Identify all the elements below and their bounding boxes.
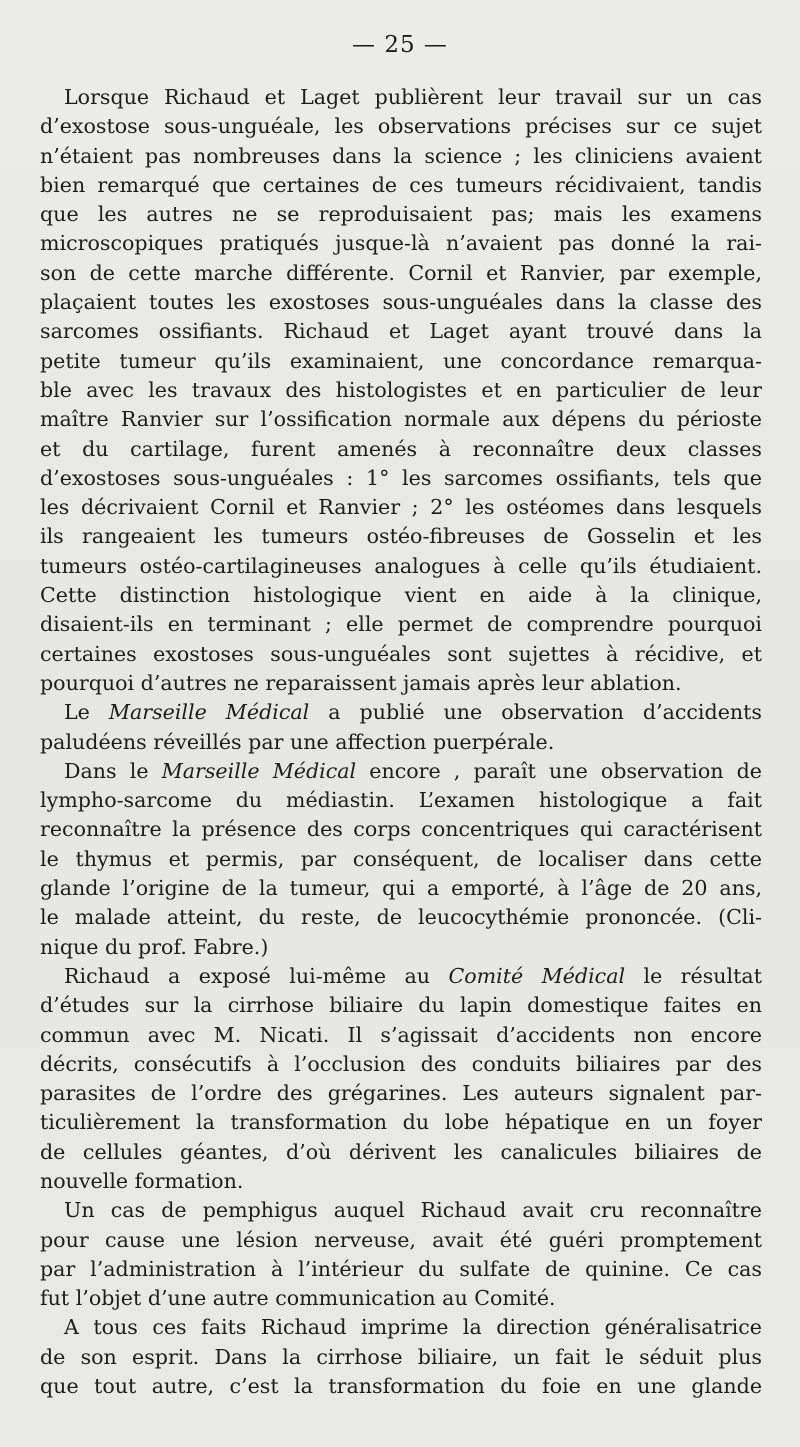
paragraph (40, 1313, 762, 1401)
text-line: certaines exostoses sous-unguéales sont sujettes à récidive, et (40, 641, 762, 666)
text-run: Le (64, 700, 109, 725)
text-line: tumeurs ostéo-cartilagineuses analogues à celle qu’ils étudiaient. (40, 553, 762, 578)
text-line: décrits, consécutifs à l’occlusion des conduits biliaires par des (40, 1051, 762, 1076)
text-line: reconnaître la présence des corps concentriques qui caractérisent (40, 817, 762, 842)
page-number: — 25 — (352, 32, 448, 58)
text-line: bien remarqué que certaines de ces tumeurs récidivaient, tandis (40, 172, 762, 197)
text-line: maître Ranvier sur l’ossification normale aux dépens du périoste (40, 407, 762, 432)
text-line: Un cas de pemphigus auquel Richaud avait cru reconnaître (64, 1198, 762, 1223)
text-line (40, 757, 762, 786)
text-line: ble avec les travaux des histologistes et en particulier de leur (40, 377, 762, 402)
text-line: que tout autre, c’est la transformation du foie en une glande (40, 1374, 762, 1399)
journal-title: Marseille Médical (108, 700, 310, 725)
text-line: et du cartilage, furent amenés à reconnaître deux classes (40, 436, 762, 461)
paragraph (40, 1196, 762, 1313)
body-text (40, 83, 762, 1401)
text-line: les décrivaient Cornil et Ranvier ; 2° les ostéomes dans lesquels (40, 495, 762, 520)
text-line: parasites de l’ordre des grégarines. Les auteurs signalent par- (40, 1081, 762, 1106)
text-line: le malade atteint, du reste, de leucocythémie prononcée. (Cli- (40, 905, 762, 930)
text-run: le résultat (625, 963, 762, 988)
text-line: pour cause une lésion nerveuse, avait été guéri promptement (40, 1227, 762, 1252)
text-run: encore , paraît une observation de (356, 758, 762, 783)
text-line: Lorsque Richaud et Laget publièrent leur travail sur un cas (64, 85, 762, 109)
text-run: Dans le (64, 758, 162, 783)
text-line: d’exostose sous-unguéale, les observations précises sur ce sujet (40, 114, 762, 139)
text-line: paludéens réveillés par une affection puerpérale. (40, 729, 555, 754)
text-line: petite tumeur qu’ils examinaient, une concordance remarqua- (40, 348, 762, 373)
committee-name: Comité Médical (448, 963, 626, 988)
paragraph (40, 962, 762, 1196)
text-line: fut l’objet d’une autre communication au Comité. (40, 1286, 556, 1311)
text-line: le thymus et permis, par conséquent, de localiser dans cette (40, 846, 762, 871)
text-line: ils rangeaient les tumeurs ostéo-fibreuses de Gosselin et les (40, 524, 762, 549)
paragraph (40, 698, 762, 757)
text-line: d’études sur la cirrhose biliaire du lapin domestique faites en (40, 993, 762, 1018)
text-line: sarcomes ossifiants. Richaud et Laget ayant trouvé dans la (40, 319, 762, 344)
text-line: nouvelle formation. (40, 1168, 244, 1193)
text-line: lympho-sarcome du médiastin. L’examen histologique a fait (40, 788, 762, 813)
text-run: Richaud a exposé lui-même au (64, 963, 449, 988)
journal-title: Marseille Médical (161, 758, 357, 783)
text-line: que les autres ne se reproduisaient pas; mais les examens (40, 202, 762, 227)
text-line: nique du prof. Fabre.) (40, 934, 269, 959)
text-line: glande l’origine de la tumeur, qui a emporté, à l’âge de 20 ans, (40, 876, 762, 901)
text-line: d’exostoses sous-unguéales : 1° les sarcomes ossifiants, tels que (40, 465, 762, 490)
text-line (40, 698, 762, 727)
text-line: Cette distinction histologique vient en aide à la clinique, (40, 583, 762, 608)
text-line: plaçaient toutes les exostoses sous-unguéales dans la classe des (40, 290, 762, 315)
text-run: a publié une observation d’accidents (309, 700, 762, 725)
text-line: son de cette marche différente. Cornil et Ranvier, par exemple, (40, 260, 762, 285)
text-line: de son esprit. Dans la cirrhose biliaire, un fait le séduit plus (40, 1344, 762, 1369)
text-line: n’étaient pas nombreuses dans la science ; les cliniciens avaient (40, 143, 762, 168)
text-line (40, 962, 762, 991)
text-line: de cellules géantes, d’où dérivent les canalicules biliaires de (40, 1139, 762, 1164)
text-line: commun avec M. Nicati. Il s’agissait d’accidents non encore (40, 1022, 762, 1047)
paragraph (40, 757, 762, 962)
text-line: disaient-ils en terminant ; elle permet de comprendre pourquoi (40, 612, 762, 637)
text-line: microscopiques pratiqués jusque-là n’avaient pas donné la rai- (40, 231, 762, 256)
text-line: pourquoi d’autres ne reparaissent jamais après leur ablation. (40, 670, 682, 695)
paragraph (40, 83, 762, 698)
text-line: A tous ces faits Richaud imprime la direction généralisatrice (64, 1315, 762, 1340)
text-line: par l’administration à l’intérieur du sulfate de quinine. Ce cas (40, 1256, 762, 1281)
text-line: ticulièrement la transformation du lobe hépatique en un foyer (40, 1110, 762, 1135)
